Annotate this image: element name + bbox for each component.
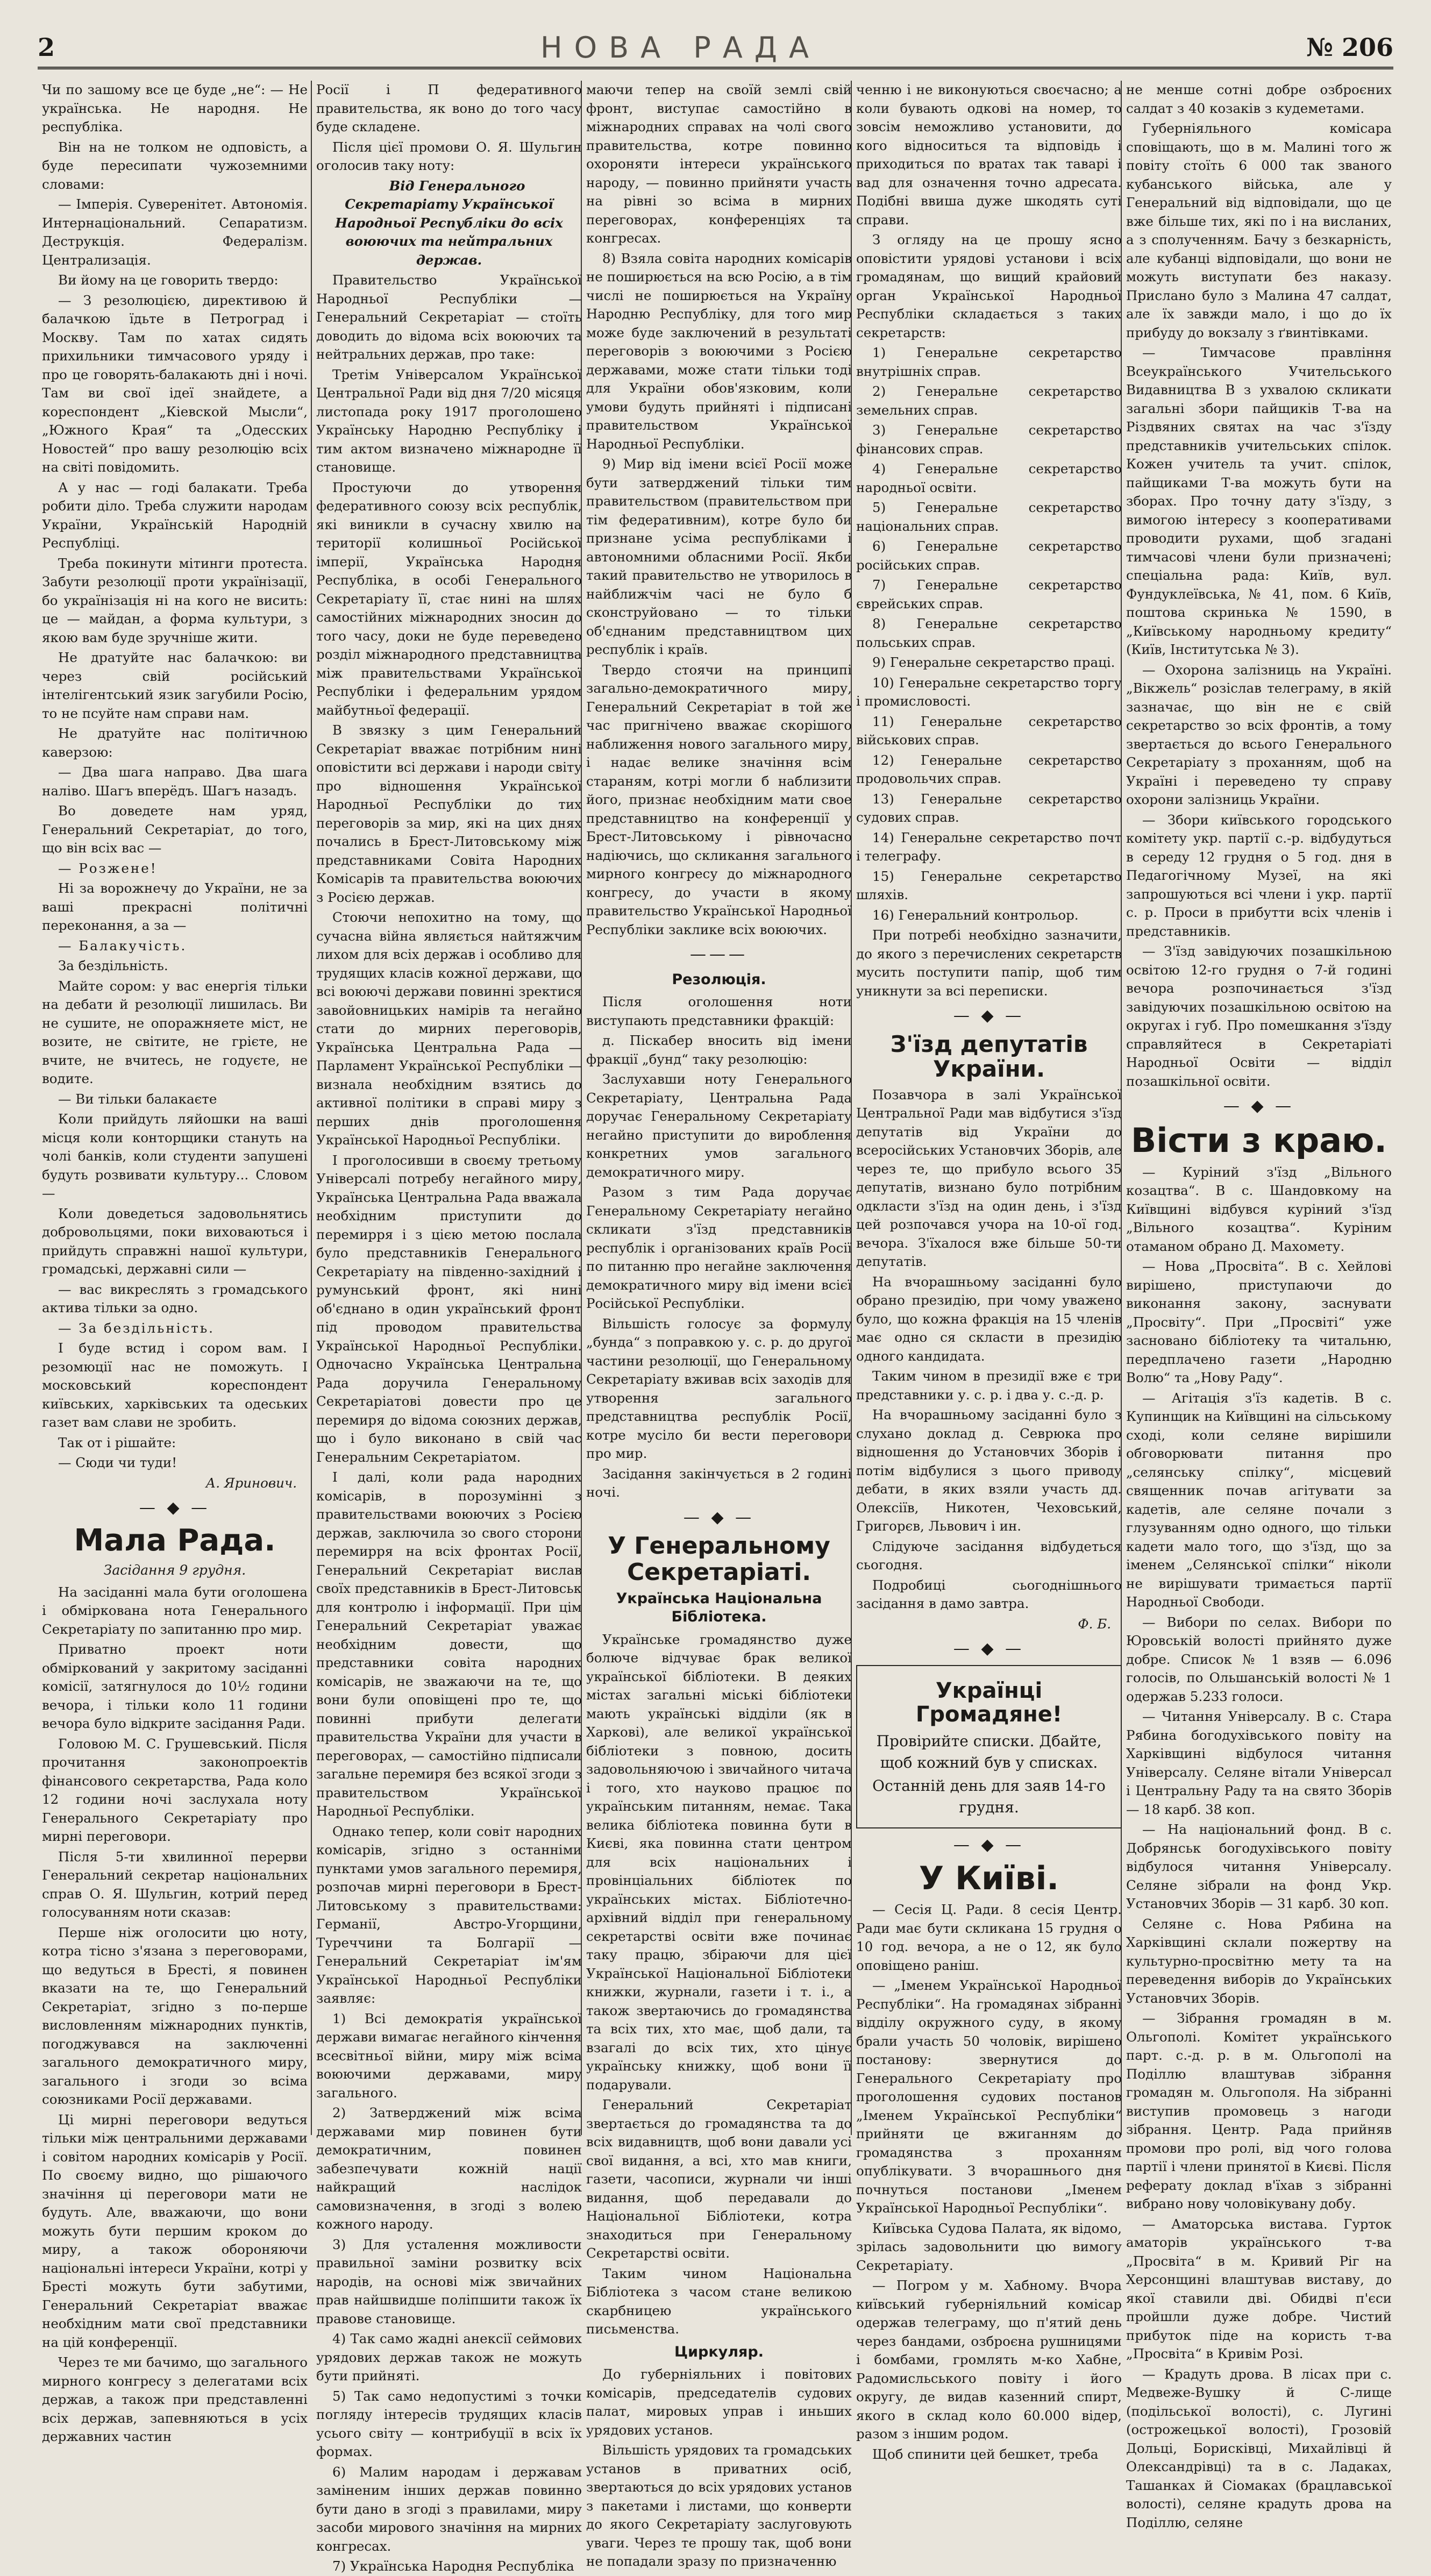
paragraph: Разом з тим Рада доручає Генеральному Секретаріату негайно скликати з'їзд представників республік і організованих країв Росії по питанню про негайне заключення демократичного миру від імени всієї Російської Республіки. xyxy=(586,1184,852,1312)
list-item: 7) Генеральне секретарство єврейських справ. xyxy=(856,577,1122,611)
list-item: 10) Генеральне секретарство торгу і промисловості. xyxy=(856,674,1122,709)
list-item: 14) Генеральне секретарство почт і телеграфу. xyxy=(856,829,1122,864)
paragraph: не менше сотні добре озброєних салдат з 40 козаків з кудеметами. xyxy=(1126,82,1392,116)
paragraph: Третім Універсалом Української Центральної Ради від дня 7/20 місяця листопада року 1917 проголошено Українську Народню Республіку і тим актом визначено міжнародне її становище. xyxy=(316,366,582,475)
paragraph: Ви йому на це говорить твердо: xyxy=(58,272,279,288)
paragraph: Київська Судова Палата, як відомо, зрілась задовольнити цю вимогу Секретаріату. xyxy=(856,2220,1122,2273)
announcement-heading: Українці Громадяне! xyxy=(915,1678,1063,1727)
paragraph: До губерніяльних і повітових комісарів, председателів судових палат, мировых управ і иньших урядових установ. xyxy=(586,2366,852,2438)
section-heading: Вісти з краю. xyxy=(1131,1120,1387,1160)
announcement-text: Останній день для заяв 14-го грудня. xyxy=(872,1776,1106,1816)
paragraph: Позавчора в залі Української Центральної Ради мав відбутися з'їзд депутатів від України до всеросійських Установчих Зборів, але через те, що прибуло всього 35 депутатів, визнано було потрібним одкласти з'їзд на один день, і з'їзд цей розпочався учора на 10-ої год. вечора. З'їхалося вже більше 50-ти депутатів. xyxy=(856,1086,1122,1270)
paragraph: 3) Для усталення можливости правильної заміни розвитку всіх народів, на основі між звичайних прав найшвидше поліпшити також їх правове становище. xyxy=(316,2236,582,2326)
paragraph: — Погром у м. Хабному. Вчора київський губерніяльний комісар одержав телеграму, що п'ятий день через бандами, озброєна рушницями і бомбами, громлять м-ко Хабне, Радомисльського повіту і його округу, де видав казенний спирт, якого в склад коло 60.000 відер, разом з іншим родом. xyxy=(856,2278,1122,2442)
divider-ornament: — ◆ — xyxy=(1223,1097,1295,1115)
list-item: 13) Генеральне секретарство судових справ. xyxy=(856,791,1122,825)
paragraph: Приватно проект ноти обміркований у закритому засіданні комісії, затягнулося до 10½ години вечора, і тільки коло 11 години вечора було відкрите засідання Ради. xyxy=(42,1641,308,1732)
paragraph: Однако тепер, коли совіт народних комісарів, згідно з останніми пунктами умов загального перемиря, розпочав мирні переговори в Брест-Литовському з правительствами: Германії, Австро-Угорщини, Туреччини та Болгарії — Генеральний Секретаріат ім'ям Української Народньої Республіки заявляє: xyxy=(316,1823,582,2006)
paragraph: Слідуюче засідання відбудеться сьогодня. xyxy=(856,1538,1122,1573)
paragraph: Стоючи непохитно на тому, що сучасна війна являється найтяжчим лихом для всіх держав і особливо для трудящих класів кожної держави, що всі воюючі держави повинні зректися завойовницьких намірів та негайно стати до мирних переговорів, Українська Центральна Рада — Парламент Української Республіки — визнала необхідним взятись до активної політики в справі миру з перших днів проголошення Української Народньої Республіки. xyxy=(316,909,582,1148)
paragraph: 8) Взяла совіта народних комісарів не поширюється на всю Росію, а в тім числі не поширюється на Україну Народню Республіку, для того мир може буде заключений в результаті переговорів з воюючими з Росією державами, може стати тільки тоді для України обов'язковим, коли умови будуть прийняті і підписані правительством Української Народньої Республіки. xyxy=(586,250,852,452)
paragraph: На засіданні мала бути оголошена і обміркована нота Генерального Секретаріату по запитанню про мир. xyxy=(42,1584,308,1637)
paragraph: Чи по зашому все це буде „не“: — Не українська. Не народня. Не республіка. xyxy=(42,82,308,134)
page-number: 2 xyxy=(38,33,55,62)
column-3 xyxy=(586,81,852,2570)
paragraph: Коли доведеться задовольнятись добровольцями, поки виховаються і прийдуть справжні нашої культури, громадські, державні сили — xyxy=(42,1205,308,1277)
news-item: — Куріний з'їзд „Вільного козацтва“. В с. Шандовкому на Київщині відбувся куріний з'їзд „Вільного козацтва“. Куріним отаманом обрано Д. Махомету. xyxy=(1126,1164,1392,1254)
news-item: — Агітація з'їз кадетів. В с. Купинщик на Київщині на сільському сході, коли селяне вирішили обговорювати питання про „селянську спілку“, місцевий священник почав агітувати за кадетів, але селяне почали з глузуванням одно одного, що тільки кадети мало того, що з'їзд, що за іменем „Селянської спілки“ ніколи не вирішувати тримається партії Народньої Свободи. xyxy=(1126,1390,1392,1610)
note-address: Від Генерального Секретаріату Української Народньої Республіки до всіх воюючих та нейтральних держав. xyxy=(335,177,563,268)
divider-ornament: — ◆ — xyxy=(953,1006,1025,1025)
list-item: 6) Генеральне секретарство російських справ. xyxy=(856,538,1122,573)
paragraph: Перше ніж оголосити цю ноту, котра тісно з'язана з переговорами, що ведуться в Бресті, я повинен вказати на те, що Генеральний Секретаріат, згідно з по-перше висловленням міжнародних пунктів, погоджувався на заключенні загального демократичного миру, загального і згоди зо всіма союзниками Росії державами. xyxy=(42,1924,308,2108)
divider-ornament: — ◆ — xyxy=(953,1835,1025,1854)
paragraph: Майте сором: у вас енергія тільки на дебати й резолюції лишилась. Ви не сушите, не опоражняете міст, не возите, не світите, не грієте, не вчите, не вчитесь, не годуєте, не водите. xyxy=(42,978,308,1086)
paragraph: 5) Так само недопустимі з точки погляду інтересів трудящих класів усього світу — контрибуції в всіх їх формах. xyxy=(316,2388,582,2459)
list-item: 2) Генеральне секретарство земельних справ. xyxy=(856,383,1122,418)
paragraph: В звязку з цим Генеральний Секретаріат вважає потрібним нині оповістити всі держави і народи світу про відношення Української Народньої Республіки до тих переговорів за мир, які на цих днях почались в Брест-Литовському між представниками Совіта Народних Комісарів та правительства воюючих з Росією держав. xyxy=(316,722,582,905)
paragraph: — Ви тільки балакаєте xyxy=(58,1091,217,1107)
paragraph: Не дратуйте нас політичною каверзою: xyxy=(42,725,308,760)
paragraph: Росії і П федеративного правительства, як воно до того часу буде складене. xyxy=(316,82,582,134)
paragraph: Після цієї промови О. Я. Шульгин оголосив таку ноту: xyxy=(316,139,582,173)
paragraph: — За бездільність. xyxy=(58,1320,215,1336)
section-heading: Резолюція. xyxy=(672,971,766,988)
paragraph: З огляду на це прошу ясно оповістити урядові установи і всіх громадянам, що вищий крайовий орган Української Народньої Республіки складається з таких секретарств: xyxy=(856,232,1122,340)
divider-ornament: ——— xyxy=(690,945,748,964)
paragraph: Після 5-ти хвилинної перерви Генеральний секретар національних справ О. Я. Шульгин, котрий перед голосуванням ноти сказав: xyxy=(42,1848,308,1920)
paragraph: — Два шага направо. Два шага наліво. Шагъ вперёдъ. Шагъ назадъ. xyxy=(42,764,308,799)
section-heading: У Київі. xyxy=(919,1860,1059,1898)
news-item: — Крадуть дрова. В лісах при с. Медвеже-Вушку й С-лище (подільської волості), с. Лугині (острожецької волості), Грозовій Дольці, Борисківці, Михайлівці й Олександрівці) та в с. Ладаках, Ташанках й Сіомаках (брацлавської волості), селяне крадуть дрова на Поділлю, селяне xyxy=(1126,2366,1392,2530)
paragraph: І далі, коли рада народних комісарів, в порозумінні з правительствами воюючих з Росією держав, заключила зо свого сторони перемирря на всіх фронтах Росії, Генеральний Секретаріат вислав своїх представників в Брест-Литовськ для контролю і інформації. При цім Генеральний Секретаріат уважає необхідним довести, що представники совіта народних комісарів, не зважаючи на те, що вони були оповіщені про те, що повинні прибути делегати правительства України для участи в переговорах, — самостійно підписали загальне перемиря без всякої згоди з правительством Української Народньої Республіки. xyxy=(316,1469,582,1819)
paragraph: Треба покинути мітинги протеста. Забути резолюції проти українізації, бо українізація ні на кого не висить: це — майдан, а форма культури, з якою вам буде зручніше жити. xyxy=(42,555,308,645)
article-heading: Мала Рада. xyxy=(74,1522,276,1558)
paragraph: — Балакучість. xyxy=(58,937,187,953)
paragraph: Не дратуйте нас балачкою: ви через свій російський інтелігентський язик загубили Росію, то не псуйте нам справи нам. xyxy=(42,650,308,721)
article-heading: З'їзд депутатів України. xyxy=(890,1030,1088,1082)
paragraph: Правительство Української Народньої Республіки — Генеральний Секретаріат — стоїть доводить до відома всіх воюючих та нейтральних держав, про таке: xyxy=(316,272,582,362)
news-item: — На національний фонд. В с. Добрянськ богодухівського повіту відбулося читання Універсалу. Селяне зібрали на фонд Укр. Установчих Зборів — 31 карб. 30 коп. xyxy=(1126,1821,1392,1912)
paragraph: Вільшість голосує за формулу „бунда“ з поправкою у. с. р. до другої частини резолюції, що Генеральному Секретаріату вживав всіх заходів для утворення загального представництва республік Росії, котре мусіло би вести переговори про мир. xyxy=(586,1315,852,1462)
paragraph: — Розжене! xyxy=(58,860,158,876)
divider-ornament: — ◆ — xyxy=(683,1507,755,1527)
paragraph: д. Піскабер вносить від імени фракції „бунд“ таку резолюцію: xyxy=(586,1033,852,1067)
paragraph: Подробиці сьогоднішнього засідання в дамо завтра. xyxy=(856,1577,1122,1612)
list-item: 11) Генеральне секретарство військових справ. xyxy=(856,713,1122,748)
paragraph: — Сесія Ц. Ради. 8 сесія Центр. Ради має бути скликана 15 грудня о 10 год. вечора, а не о 12, як було оповіщено раніш. xyxy=(856,1902,1122,1973)
column-5 xyxy=(1126,81,1392,2530)
news-item: — Вибори по селах. Вибори по Юровській волості прийнято дуже добре. Список № 1 взяв — 6.096 голосів, по Ольшанській волості № 1 одержав 5.233 голоси. xyxy=(1126,1614,1392,1704)
paragraph: Через те ми бачимо, що загального мирного конгресу з делегатами всіх держав, а також при представленні всіх держав, запевняються в усіх державних частин xyxy=(42,2354,308,2445)
paragraph: За бездільність. xyxy=(58,958,168,973)
column-rule xyxy=(311,81,312,2135)
news-item: — З'їзд завідуючих позашкільною освітою 12-го грудня о 7-й годині вечора розпочинається з'їзд завідуючих позашкільною освітою на округах і губ. Про помешкання з'їзду справляйтеся в Секретаріаті Народньої Освіти — відділ позашкільної освіти. xyxy=(1126,943,1392,1089)
list-item: 12) Генеральне секретарство продовольчих справ. xyxy=(856,752,1122,786)
paper-title: НОВА РАДА xyxy=(540,30,821,65)
paragraph: Генеральний Секретаріат звертається до громадянства та до всіх видавництв, щоб вони давали усі свої видання, а всі, хто мав книги, газети, часописи, журнали чи інші видання, щоб передавали до Національної Бібліотеки, котра знаходиться при Генеральному Секретарстві освіти. xyxy=(586,2097,852,2261)
list-item: 1) Генеральне секретарство внутрішніх справ. xyxy=(856,345,1122,379)
list-item: 8) Генеральне секретарство польських справ. xyxy=(856,616,1122,650)
paragraph: — Імперія. Суверенітет. Автономія. Интернаціональний. Сепаратизм. Деструкція. Федералізм. Централизація. xyxy=(42,196,308,268)
paragraph: ченню і не виконуються своєчасно; а коли бувають одкові на номер, то зовсім неможливо установити, до кого відноситься та відповідь і приходиться по вратах так таварі і вад для означення точно адресата. Подібні ввиша дуже шкодять сутi справи. xyxy=(856,82,1122,227)
paragraph: Він на не толком не одповість, а буде пересипати чужоземними словами: xyxy=(42,139,308,192)
paragraph: Заслухавши ноту Генерального Секретаріату, Центральна Рада доручає Генеральному Секретаріату негайно приступити до вироблення конкретних умов загального демократичного миру. xyxy=(586,1071,852,1180)
list-item: 4) Генеральне секретарство народньої освіти. xyxy=(856,461,1122,495)
list-item: 5) Генеральне секретарство національних справ. xyxy=(856,500,1122,534)
news-item: — Охорона залізниць на Україні. „Вікжель“ розіслав телеграму, в якій зазначає, що він не є свій секретарство зо всіх фронтів, а тому звертається до всього Генерального Секретаріату з проханням, щоб на Україні і переведено ту справу охорони залізниць України. xyxy=(1126,661,1392,807)
paragraph: Ні за ворожнечу до України, не за ваші прекрасні політичні переконання, а за — xyxy=(42,880,308,933)
paragraph: Простуючи до утворення федеративного союзу всіх республік, які виникли в сучасну хвилю на території колишньої Російської імперії, Українська Народня Республіка, в особі Генерального Секретаріату її, стає нині на шлях самостійних міжнародних зносин до того часу, доки не буде переведено розділ міжнародного представництва між правительствами Української Республіки і федеральним урядом майбутньої федерації. xyxy=(316,479,582,718)
article-subheading: Українська Національна Бібліотека. xyxy=(616,1590,822,1625)
issue-number: № 206 xyxy=(1306,33,1393,62)
masthead xyxy=(38,28,1393,69)
news-item: — Читання Універсалу. В с. Стара Рябина богодухівського повіту на Харківщині відбулося читання Універсалу. Селяне вітали Універсал і Центральну Раду та на свято Зборів — 18 карб. 38 коп. xyxy=(1126,1709,1392,1817)
paragraph: 7) Українська Народня Республіка xyxy=(332,2558,574,2574)
article-signature: А. Яринович. xyxy=(205,1475,297,1491)
paragraph: — Сюди чи туди! xyxy=(58,1455,177,1470)
paragraph: А у нас — годі балакати. Треба робити діло. Треба служити народам України, Українській Народній Республіці. xyxy=(42,479,308,551)
paragraph: Таким чином в президії вже є три представники у. с. р. і два у. с.-д. р. xyxy=(856,1368,1122,1403)
paragraph: — З резолюцією, директивою й балачкою їдьте в Петроград і Москву. Там по хатах сидять прихильники тимчасового уряду і про це говорять-балакають дні і ночі. Там ви свої ідеї знайдете, а кореспондент „Кіевской Мысли“, „Южного Края“ та „Одесских Новостей“ про вашу резолюцію всіх на світі повідомить. xyxy=(42,292,308,475)
news-item: — Тимчасове правління Всеукраїнського Учительського Видавництва В з ухвалою скликати загальні збори пайщиків Т-ва на Різдвяних святах на час з'їзду представників учительських спілок. Кожен учитель та учит. спілок, пайщиками Т-ва можуть бути на зборах. Про точну дату з'їзду, з вимогою інтересу з кооперативами проводити рухами, щоб згадані тимчасові члени були призначені; спеціальна рада: Київ, вул. Фундуклеївська, № 41, пом. 6 Київ, поштова скринька № 1590, в „Київському народньому кредиту“ (Київ, Інститутська № 3). xyxy=(1126,345,1392,657)
list-item: 16) Генеральний контрольор. xyxy=(872,907,1079,923)
paragraph: Губерніяльного комісара сповіщають, що в м. Малині того ж повіту стоїть 6 000 так званого кубанського війська, але у Генеральний від відповідали, що це вже більше тих, які по і на висланих, а з сполученням. Бачу з безкарність, але кубанці відповідали, що вони не можуть виступати без наказу. Прислано було з Малина 47 салдат, але їх завжди мало, і що до їх прибуду до вокзалу з ґвинтівками. xyxy=(1126,120,1392,340)
news-item: — Аматорська вистава. Гурток аматорів українського т-ва „Просвіта“ в м. Кривий Ріг на Херсонщині влаштував виставу, до якої ставили дві. Обидві п'єси пройшли дуже добре. Чистий прибуток піде на користь т-ва „Просвіта“ в Кривім Розі. xyxy=(1126,2216,1392,2362)
list-item: 3) Генеральне секретарство фінансових справ. xyxy=(856,422,1122,457)
paragraph: — „Іменем Української Народньої Республіки“. На громадянах зібранні відділу окружного суду, в якому брали участь 50 чоловік, вирішено постанову: звернутися до Генерального Секретаріату про проголошення судових постанов „Іменем Української Республіки“ прийняти це вжиганням до громадянства з проханням опублікувати. З вчорашнього дня почнуться постанови „Іменем Української Народньої Республіки“. xyxy=(856,1977,1122,2216)
divider-ornament: — ◆ — xyxy=(139,1498,211,1517)
divider-ornament: — ◆ — xyxy=(953,1639,1025,1659)
paragraph: 4) Так само жадні анексії сеймових урядових держав також не можуть бути прийняті. xyxy=(316,2331,582,2383)
news-item: — Зібрання громадян в м. Ольгополі. Комітет українського парт. с.-д. р. в м. Ольгополі на Поділлю влаштував зібрання громадян м. Ольгополя. На зібранні виступив промовець з нагоди зібрання. Центр. Рада прийняв промови про ролі, від чого голова партії і члени принятої в Києві. Після реферату доклад в'їхав з зібранні вибрано нову чоловікувану добу. xyxy=(1126,2010,1392,2212)
paragraph: — вас викреслять з громадського актива тільки за одно. xyxy=(42,1281,308,1315)
paragraph: На вчорашньому засіданні було з слухано доклад д. Севрюка про відношення до Установчих Зборів і потім відбулися з цього приводу дебати, в яких взяли участь дд. Олексіїв, Никотен, Чеховський, Григорєв, Львович і ин. xyxy=(856,1407,1122,1534)
paragraph: Так от і рішайте: xyxy=(58,1434,176,1450)
paragraph: 6) Малим народам і державам заміненим інших держав повинно бути дано в згоді з правилами, миру засоби мирового значіння на мирних конгресах. xyxy=(316,2464,582,2554)
paragraph: 1) Всі демократія української держави вимагає негайного кінчення всесвітньої війни, миру між всіма воюючими державами, миру загального. xyxy=(316,2010,582,2101)
article-heading: У Генеральному Секретаріаті. xyxy=(608,1532,830,1586)
announcement-text: Провірийте списки. Дбайте, щоб кожний був у списках. xyxy=(876,1732,1102,1771)
paragraph: Ці мирні переговори ведуться тільки між центральними державами і совітом народних комісарів у Росії. По своєму видно, що рішаючого значіння ці переговори мати не будуть. Але, вважаючи, що вони можуть бути першим кроком до миру, а також обороняючи національні інтереси України, котрі у Бресті можуть бути забутими, Генеральний Секретаріат вважає необхідним мати свої представники на цій конференції. xyxy=(42,2111,308,2350)
column-2 xyxy=(316,81,582,2574)
paragraph: Во доведете нам уряд, Генеральний Секретаріат, до того, що він всіх вас — xyxy=(42,803,308,856)
paragraph: маючи тепер на своїй землі свій фронт, виступає самостійно в міжнародних справах на чолі свого правительства, котре повинно охороняти інтереси українського народу, — повинно прийняти участь на рівні зо всіма в мирних переговорах, конференціях та конгресах. xyxy=(586,82,852,246)
column-4 xyxy=(856,81,1122,2462)
paragraph: На вчорашньому засіданні було обрано президію, при чому уважено було, що кожна фракція на 15 членів має одно ся скласти в президію одного кандидата. xyxy=(856,1273,1122,1364)
news-item: Селяне с. Нова Рябина на Харківщині склали пожертву на культурно-просвітню мету та на переведення виборів до Українських Установчих Зборів. xyxy=(1126,1916,1392,2006)
paragraph: 2) Затверджений між всіма державами мир повинен бути демократичним, повинен забезпечувати кожній нації найкращий наслідок самовизначення, в згоді з волею кожного народу. xyxy=(316,2105,582,2232)
list-item: 9) Генеральне секретарство праці. xyxy=(872,654,1115,670)
paragraph: Твердо стоячи на принципі загально-демократичного миру, Генеральний Секретаріат в той же час пригнічено вважає скорішого наближення нового загального миру, і надає велике значіння всім стараням, котрі могли б наблизити його, признає необхідним мати свое представництво на конференції у Брест-Литовському і рівночасно надіючись, що скликання загального мирного конгресу до міжнародного конгресу, до участи в якому правительство Української Народньої Республіки заклике всіх воюючих. xyxy=(586,661,852,937)
paragraph: Вільшість урядових та громадських установ в приватних осіб, звертаються до всіх урядових установ з пакетами і листами, що конверти до якого Секретаріату заслуговують уваги. Через те прошу так, щоб вони не попадали зразу по призначенню xyxy=(586,2442,852,2570)
news-item: — Нова „Просвіта“. В с. Хейлові вирішено, приступаючи до виконання закону, заснувати „Просвіту“. При „Просвіті“ уже засновано бібліотеку та читальню, передплачено газети „Народню Волю“ та „Нову Раду“. xyxy=(1126,1258,1392,1386)
section-heading: Циркуляр. xyxy=(674,2343,764,2360)
news-item: — Збори київського городського комітету укр. партії с.-р. відбудуться в середу 12 грудня о 5 год. дня в Педагогічному Музеї, на які запрошуються всі члени і укр. партії с. р. Проси в прибутти всіх членів і представників. xyxy=(1126,812,1392,939)
paragraph: Коли прийдуть ляйошки на ваші місця коли конторщики стануть на чолі банків, коли студенти запушені будуть розвивати культуру... Словом — xyxy=(42,1111,308,1201)
paragraph: І проголосивши в своєму третьому Універсалі потребу негайного миру, Українська Центральна Рада вважала необхідним приступити до перемирря і з цією метою послала було представників Генерального Секретаріату на південно-західний і румунський фронт, які нині об'єднано в один український фронт під проводом правительства Української Народньої Республіки. Одночасно Українська Центральна Рада доручила Генеральному Секретаріатові довести про це перемиря до відома союзних держав, що і було виконано в свій час Генеральним Секретаріатом. xyxy=(316,1152,582,1465)
paragraph: Українське громадянство дуже болюче відчуває брак великої української бібліотеки. В деяких містах загальні міські бібліотеки мають українські відділи (як в Харкові), але великої української бібліотеки з повною, досить задовольняючою і звичайного читача і того, хто науково працює по українським питанням, немає. Така велика бібліотека повинна бути в Києві, яка повинна стати центром для всіх національних і провінціальних бібліотек по українських містах. Бібліотечно-архівний відділ при генеральному секретарстві освіти вже починає таку працю, збіраючи для цієї Української Національної Бібліотеки книжки, журнали, газети і т. і., а також звертаючись до громадянства та всіх тих, хто має, щоб дали, та взагалі до всіх тих, хто цінує українську книжку, щоб вони її подарували. xyxy=(586,1631,852,2093)
paragraph: 9) Мир від імени всієї Росії може бути затверджений тільки тим правительством (правительством при тім федеративним), котре було би признане усіма республіками і автономними обласними Росії. Якби такий правительство не утворилось в найближчім часі не було б сконструйовано — то тільки об'єднаним представництвом цих республік і країв. xyxy=(586,456,852,657)
article-subheading: Засідання 9 грудня. xyxy=(103,1562,246,1578)
paragraph: Таким чином Національна Бібліотека з часом стане великою скарбницею українського письменства. xyxy=(586,2265,852,2337)
paragraph: При потребі необхідно зазначити, до якого з перечислених секретарств мусить поступити папір, щоб тим уникнути за всі переписки. xyxy=(856,927,1122,999)
paragraph: Щоб спинити цей бешкет, треба xyxy=(872,2446,1099,2462)
paragraph: Після оголошення ноти виступають представники фракцій: xyxy=(586,994,852,1028)
paragraph: І буде встид і сором вам. І резомюції нас не поможуть. І московський кореспондент київських, харківських та одеських газет вам слави не зробить. xyxy=(42,1340,308,1430)
paragraph: Засідання закінчується в 2 годині ночі. xyxy=(586,1465,852,1500)
article-signature: Ф. Б. xyxy=(1078,1616,1111,1632)
paragraph: Головою М. С. Грушевський. Після прочитання законопроектів фінансового секретарства, Рада коло 12 години ночі заслухала ноту Генерального Секретаріату про мирні переговори. xyxy=(42,1735,308,1845)
list-item: 15) Генеральне секретарство шляхів. xyxy=(856,868,1122,902)
column-1 xyxy=(42,81,308,2445)
announcement-box xyxy=(856,1665,1122,1828)
